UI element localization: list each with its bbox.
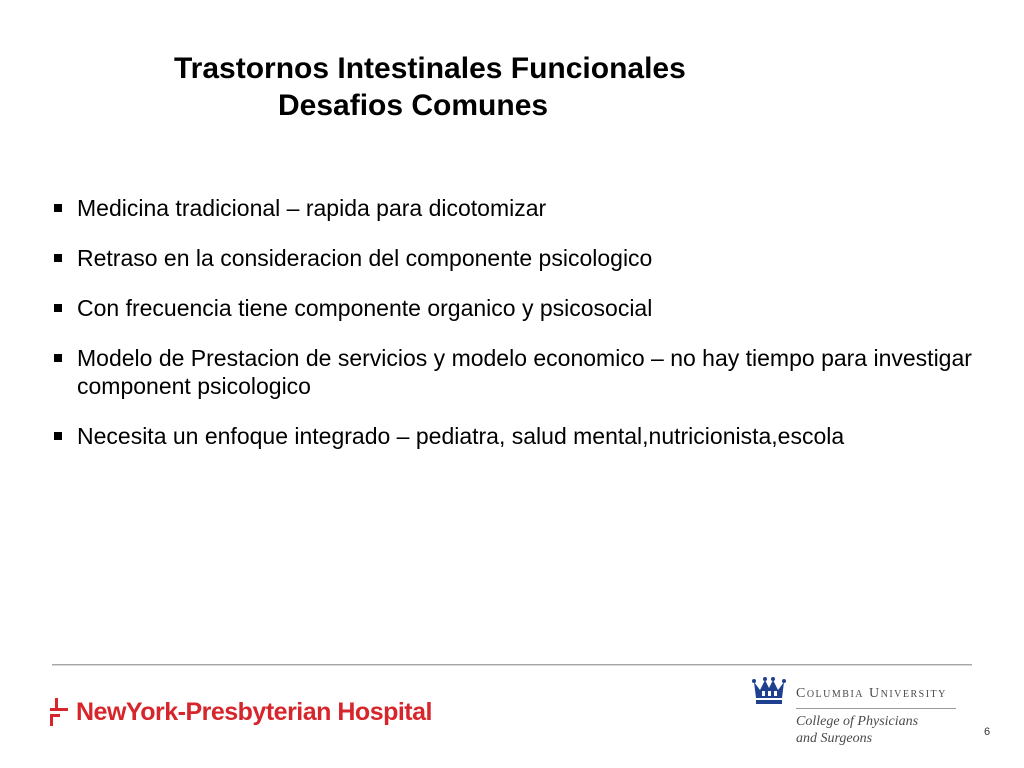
columbia-logo xyxy=(752,676,962,752)
square-bullet-icon xyxy=(54,304,62,312)
columbia-school-name xyxy=(796,713,918,747)
bullet-item xyxy=(52,344,992,400)
square-bullet-icon xyxy=(54,254,62,262)
school-name-line-2: and Surgeons xyxy=(796,731,873,746)
bullet-item xyxy=(52,194,992,222)
slide-title xyxy=(0,50,930,124)
crown-icon xyxy=(752,676,786,706)
columbia-university-name: Columbia University xyxy=(796,686,947,701)
square-bullet-icon xyxy=(54,432,62,440)
bullet-text: Necesita un enfoque integrado – pediatra, salud mental,nutricionista,escola xyxy=(77,423,845,449)
nyp-bracket-icon xyxy=(50,698,68,726)
nyp-logo-text: NewYork-Presbyterian Hospital xyxy=(76,697,432,726)
page-number: 6 xyxy=(984,726,991,738)
school-name-line-1: College of Physicians xyxy=(796,714,919,729)
square-bullet-icon xyxy=(54,204,62,212)
bullet-text: Modelo de Prestacion de servicios y modelo economico – no hay tiempo para investigar component psicologico xyxy=(77,345,972,399)
bullet-text: Retraso en la consideracion del componente psicologico xyxy=(77,245,653,271)
bullet-list xyxy=(52,194,992,472)
columbia-logo-divider xyxy=(796,708,956,709)
footer-divider xyxy=(52,664,972,666)
bullet-text: Medicina tradicional – rapida para dicotomizar xyxy=(77,195,547,221)
bullet-item xyxy=(52,422,992,450)
bullet-text: Con frecuencia tiene componente organico y psicosocial xyxy=(77,295,653,321)
newyork-presbyterian-logo xyxy=(50,697,432,727)
slide-title-line-2: Desafios Comunes xyxy=(278,89,549,122)
square-bullet-icon xyxy=(54,354,62,362)
bullet-item xyxy=(52,294,992,322)
bullet-item xyxy=(52,244,992,272)
slide-title-line-1: Trastornos Intestinales Funcionales xyxy=(174,52,686,85)
